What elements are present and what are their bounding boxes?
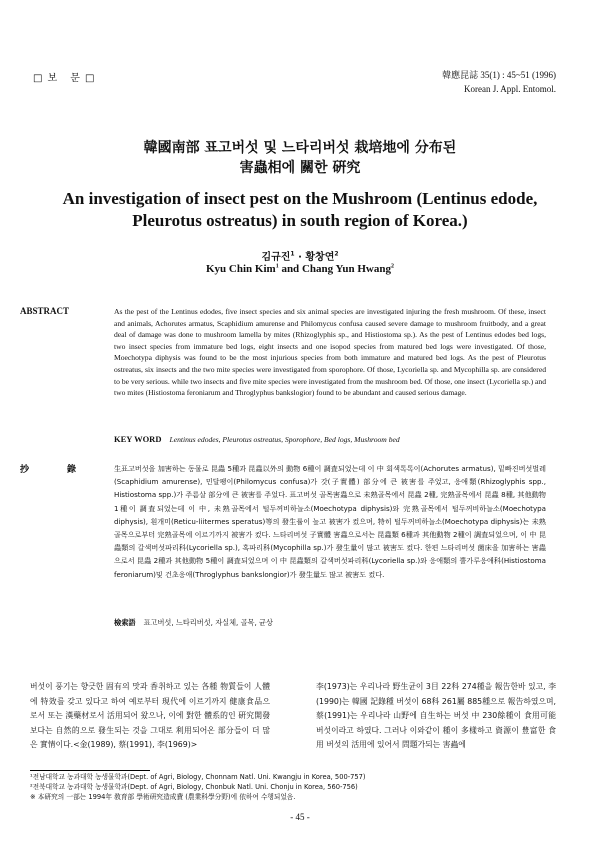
footnote-1: ¹전남대학교 농과대학 농생물학과(Dept. of Agri, Biology, Chonnam Natl. Uni. Kwangju in Korea, 500-757): [30, 773, 366, 781]
keyword-list: Lentinus edodes, Pleurotus ostreatus, Sporophore, Bed logs, Mushroom bed: [169, 435, 400, 444]
keywords-english: [114, 434, 554, 444]
korean-abstract-text: 生표고버섯을 加害하는 동물로 昆蟲 5種과 昆蟲以外의 動物 6種이 調査되었는데 이 中 회색톡톡이(Achorutes armatus), 밑빠진버섯벌레(Scaphidium amurense), 민달팽이(Philomycus confusa)가 갓(子實體) 部分에 큰 被害를 주었고, 응애類(Rhizoglyphis spp., Histiostoma spp.)가 주름살 部分에 큰 被害를 주었다. 표고버섯 골목害蟲으로 未熟골목에서 昆蟲 2種, 完熟골목에서 昆蟲 8種, 其他動物 1種이 調査되었는데 이 中, 未熟골목에서 털두꺼비하늘소(Moechotypa diphysis)와 完熟골목에서 털두꺼비하늘소(Moechotypa diphysis), 흰개미(Reticu-liitermes speratus)等의 發生률이 높고 被害가 컸으며, 特히 털두꺼비하늘소(Moechotypa diphysis)는 未熟골목으로부터 完熟골목에 이르기까지 被害가 컸다. 느타리버섯 子實體 害蟲으로서는 昆蟲類 6種과 其他動物 2種이 調査되었으며, 이 中 昆蟲類의 갈색버섯파리科(Lycoriella sp.), 혹파리科(Mycophilla sp.)가 發生量이 많고 被害도 컸다. 한편 느타리버섯 菌床을 加害하는 害蟲으로서 昆蟲 2種과 其他動物 5種이 調査되었으며 이 中 昆蟲類의 갈색버섯파리科(Lycoriella sp.)와 응애類의 뿔가루응애科(Histiostoma feroniarum)및 건초응애(Throglyphus bankslongior)가 發生量도 많고 被害도 컸다.: [114, 464, 546, 579]
author-affiliation-2: 2: [334, 250, 339, 258]
journal-citation-kr: 韓應昆誌 35(1) : 45~51 (1996): [442, 70, 556, 80]
abstract-text: As the pest of the Lentinus edodes, five insect species and six animal species are investigated injuring the fresh mushroom. Of these, insect and animals, Achorutes armatus, Scaphidium amurense and Philomycus confusa caused severe damage to mushroom fruitbody, and a great deal of damage was done to mushroom lamella by mites (Rhizoglyphis sp., and Histiostoma sp.). As the pest of Lentinus edodes bed logs, two insect species from immature bed logs, eight insects and one isopod species from matured bed logs were investigated. Of those, Moechotypa diphysis was found to be the most injurious species from both immature and matured bed logs. As the pest of Pleurotus ostreatus, six insects and the two mite species were investigated from sporophore. Of those, Lycoriella sp. and Mycophilla sp. are considered to be very serious. while two insects and five mite species were investigated from the mushroom bed. Of those, one insect (Lycoriella sp.) and two mites (Histiostoma feroniarum and Throglyphus bankslogior) found to be abundant and caused serious damage.: [114, 307, 546, 398]
footnote-2: ²전북대학교 농과대학 농생물학과(Dept. of Agri, Biology, Chonbuk Natl. Uni. Chonju in Korea, 560-756): [30, 783, 358, 791]
author-hwang-kr: 황창연: [305, 252, 335, 263]
author-separator: ·: [294, 252, 306, 263]
english-title-line1: An investigation of insect pest on the Mushroom (Lentinus edode,: [62, 189, 538, 208]
korean-title-line1: 韓國南部 표고버섯 및 느타리버섯 栽培地에 分布된: [143, 140, 457, 156]
korean-abstract-label-a: 抄: [20, 465, 30, 475]
author-affiliation-1: 1: [290, 250, 295, 258]
author-kim-kr: 김규진: [261, 252, 291, 263]
korean-title-line2: 害蟲相에 關한 硏究: [239, 160, 361, 176]
author-kim-en: Kyu Chin Kim: [206, 263, 276, 275]
korean-title: [0, 138, 600, 178]
body-column-left: 버섯이 풍기는 향긋한 固有의 맛과 香취하고 있는 各種 物質들이 人體에 特效를 갖고 있다고 하여 예로부터 現代에 이르기까지 健康食品으로서 또는 漢藥材로서 活用되어 왔으나, 이에 對한 體系的인 硏究開發보다는 自然的으로 發生되는 것을 그대로 利用되어온 部分들이 더 많은 實情이다.<金(1989), 蔡(1991), 李(1969)>: [30, 682, 270, 750]
authors-english: [0, 263, 600, 275]
body-column-right: 李(1973)는 우리나라 野生균이 3目 22科 274種을 報告한바 있고, 李(1990)는 韓國 記錄種 버섯이 68科 261屬 885種으로 報告하였으며, 蔡(1991)는 우리나라 山野에 自生하는 버섯 中 230餘種이 食用可能 버섯이라고 하였다. 그러나 이와같이 種이 多樣하고 資源이 豊富한 食用 버섯의 活用에 있어서 問題가되는 害蟲에: [316, 682, 556, 750]
abstract-label: ABSTRACT: [20, 306, 70, 316]
author-affiliation-2-en: 2: [391, 263, 394, 270]
keywords-korean: [114, 618, 273, 628]
english-title: [40, 188, 560, 232]
korean-abstract-label-b: 錄: [67, 465, 77, 475]
authors-korean: [0, 248, 600, 263]
page-number: - 45 -: [290, 812, 310, 822]
author-and: and: [278, 263, 302, 275]
article-type-label: □보 문□: [33, 73, 100, 84]
keyword-label: KEY WORD: [114, 434, 162, 444]
footnote-3: ※ 本硏究의 一部는 1994年 敎育部 學術硏究造成費 (農業科學分野)에 依하여 수행되었음.: [30, 793, 296, 801]
journal-citation: [442, 68, 556, 96]
footnotes: [30, 772, 570, 802]
footnote-divider: [30, 770, 150, 771]
korean-keyword-list: 표고버섯, 느타리버섯, 자실체, 골목, 균상: [143, 618, 273, 627]
journal-name-en: Korean J. Appl. Entomol.: [464, 84, 556, 94]
author-affiliation-1-en: 1: [275, 263, 279, 270]
author-hwang-en: Chang Yun Hwang: [301, 263, 391, 275]
english-title-line2: Pleurotus ostreatus) in south region of Korea.): [132, 211, 468, 230]
korean-abstract-label: [20, 462, 114, 475]
korean-keyword-label: 檢索語: [114, 618, 136, 627]
